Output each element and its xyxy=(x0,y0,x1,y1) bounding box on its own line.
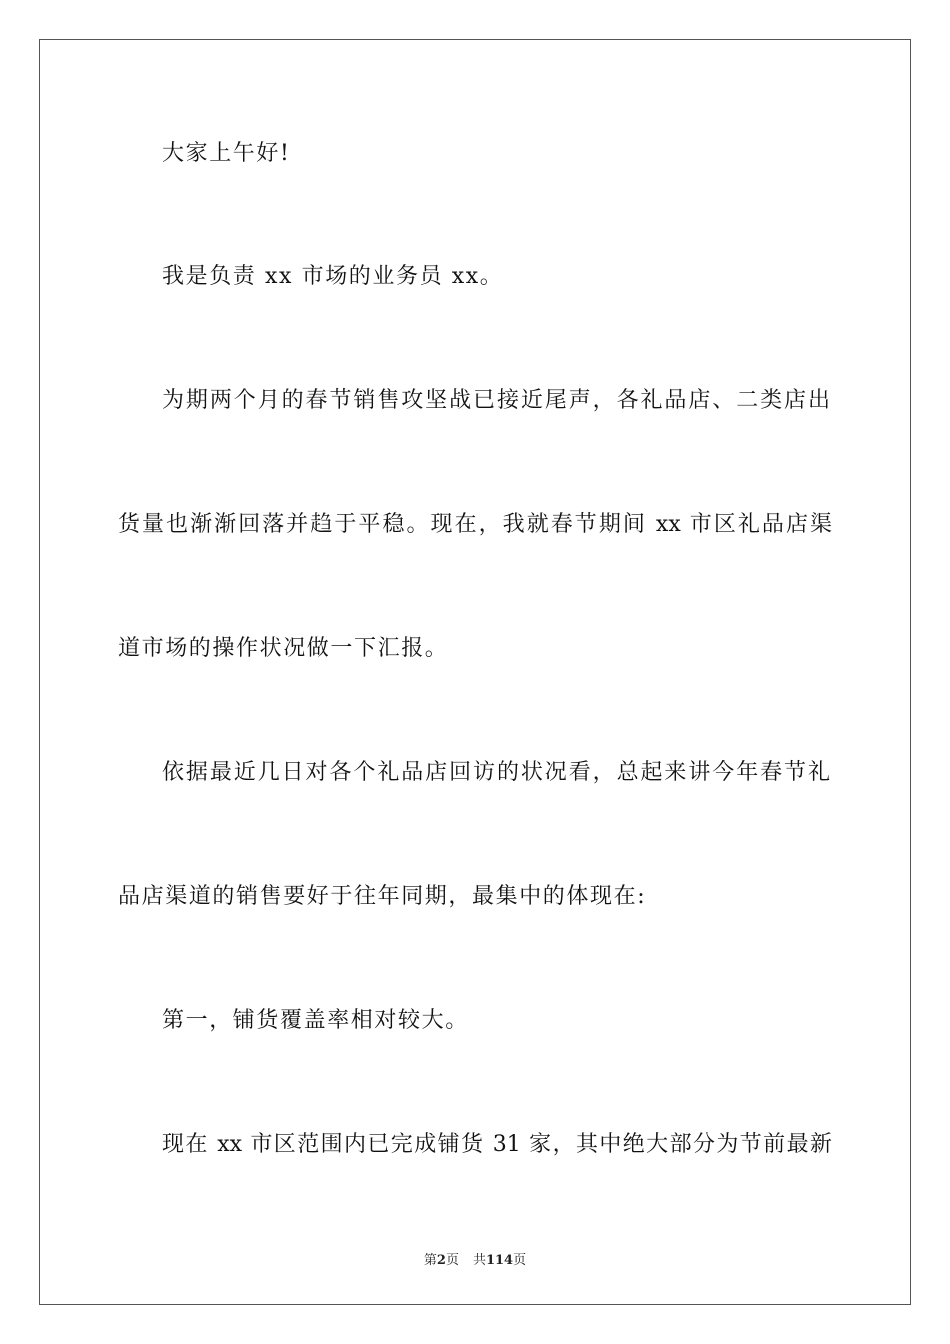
page-prefix: 第 xyxy=(423,1253,437,1268)
page-footer xyxy=(0,1249,950,1268)
total-prefix: 共 xyxy=(472,1253,486,1268)
paragraph-line: 现在 xx 市区范围内已完成铺货 31 家，其中绝大部分为节前最新 xyxy=(162,1132,832,1157)
total-pages: 114 xyxy=(485,1253,514,1268)
paragraph-line: 货量也渐渐回落并趋于平稳。现在，我就春节期间 xx 市区礼品店渠 xyxy=(118,512,832,537)
page-border xyxy=(39,39,911,1305)
page-suffix: 页 xyxy=(445,1253,459,1268)
paragraph-greeting: 大家上午好! xyxy=(162,141,291,166)
paragraph-point-one: 第一，铺货覆盖率相对较大。 xyxy=(162,1008,469,1033)
page-number: 2 xyxy=(436,1253,446,1268)
paragraph-line: 道市场的操作状况做一下汇报。 xyxy=(118,636,449,661)
paragraph-intro: 我是负责 xx 市场的业务员 xx。 xyxy=(162,264,504,289)
paragraph-line: 为期两个月的春节销售攻坚战已接近尾声，各礼品店、二类店出 xyxy=(162,388,830,413)
total-suffix: 页 xyxy=(513,1253,527,1268)
paragraph-line: 品店渠道的销售要好于往年同期，最集中的体现在: xyxy=(118,884,647,909)
paragraph-line: 依据最近几日对各个礼品店回访的状况看，总起来讲今年春节礼 xyxy=(162,760,830,785)
